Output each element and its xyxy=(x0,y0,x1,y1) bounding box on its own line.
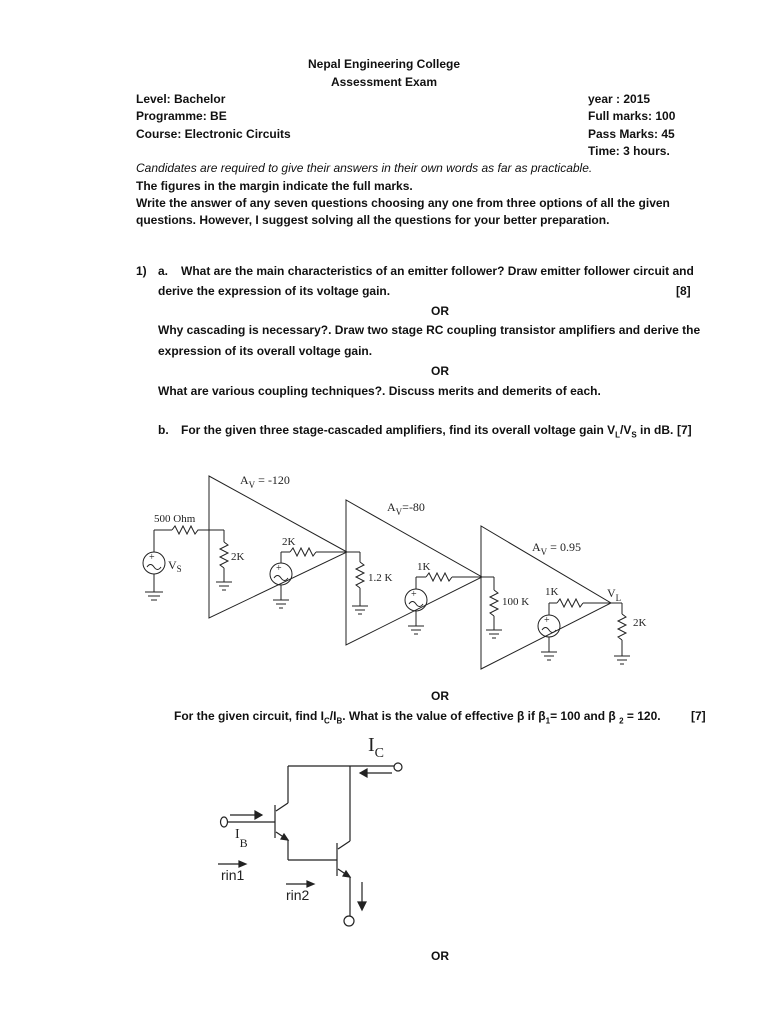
rout3-label: 1K xyxy=(545,586,559,598)
exam-title: Assessment Exam xyxy=(330,75,438,89)
option-2-line-2: expression of its overall voltage gain. xyxy=(158,344,373,358)
vs-label: $V_S$ xyxy=(168,558,182,574)
part-a-line-1: What are the main characteristics of an emitter follower? Draw emitter follower circuit and xyxy=(181,264,694,278)
year-label: year : 2015 xyxy=(588,92,651,106)
instruction-line-4: questions. However, I suggest solving all the questions for your better preparation. xyxy=(136,213,610,227)
option-3-line-1: What are various coupling techniques?. Discuss merits and demerits of each. xyxy=(158,384,601,398)
part-b-text: For the given three stage-cascaded amplifiers, find its overall voltage gain $V_L/V_S$ in dB. xyxy=(181,423,674,440)
av1-label: $A_V = -120$ xyxy=(240,473,290,490)
rs-label: 500 Ohm xyxy=(154,513,196,525)
rin3-label: 100 K xyxy=(502,596,530,608)
svg-text:+: + xyxy=(411,589,417,600)
option-2-line-1: Why cascading is necessary?. Draw two stage RC coupling transistor amplifiers and derive the xyxy=(158,323,701,337)
rin1-label: 2K xyxy=(231,551,245,563)
vl-label: $V_L$ xyxy=(607,586,622,603)
av3-label: $A_V = 0.95$ xyxy=(532,540,581,557)
instruction-line-3: Write the answer of any seven questions choosing any one from three options of all the given xyxy=(136,196,670,210)
programme-label: Programme: BE xyxy=(136,109,227,123)
svg-text:+: + xyxy=(149,552,155,563)
av2-label: $A_V=-80$ xyxy=(387,500,425,517)
question-number: 1) xyxy=(136,264,147,278)
instruction-line-2: The figures in the margin indicate the full marks. xyxy=(136,179,413,193)
part-a-line-2: derive the expression of its voltage gain. xyxy=(158,284,391,298)
svg-text:+: + xyxy=(544,615,550,626)
course-label: Course: Electronic Circuits xyxy=(136,127,291,141)
rl-label: 2K xyxy=(633,617,647,629)
part-b-label: b. xyxy=(158,423,169,437)
part-b-marks: [7] xyxy=(677,423,692,437)
ib-label: IB xyxy=(235,827,248,850)
part-a-label: a. xyxy=(158,264,169,278)
rout1-label: 2K xyxy=(282,536,296,548)
alt-question-text: For the given circuit, find $I_C/I_B$. What is the value of effective β if $\beta_1= 100$ and β $_2$ = 120. xyxy=(174,709,661,726)
rin2-label: 1.2 K xyxy=(368,572,393,584)
or-separator: OR xyxy=(431,304,449,318)
rin2-label: rin2 xyxy=(286,887,310,903)
or-separator-final: OR xyxy=(431,949,449,963)
ic-label: $I_C$ xyxy=(368,734,385,761)
rin1-label: rin1 xyxy=(221,867,245,883)
instruction-line-1: Candidates are required to give their answers in their own words as far as practicable. xyxy=(136,161,593,175)
college-name: Nepal Engineering College xyxy=(307,57,461,71)
svg-text:+: + xyxy=(276,563,282,574)
alt-question-marks: [7] xyxy=(691,709,706,723)
or-separator: OR xyxy=(431,364,449,378)
rout2-label: 1K xyxy=(417,561,431,573)
pass-marks-label: Pass Marks: 45 xyxy=(588,127,675,141)
or-separator: OR xyxy=(431,689,449,703)
level-label: Level: Bachelor xyxy=(136,92,226,106)
time-label: Time: 3 hours. xyxy=(588,144,670,158)
part-a-marks: [8] xyxy=(676,284,691,298)
full-marks-label: Full marks: 100 xyxy=(588,109,676,123)
